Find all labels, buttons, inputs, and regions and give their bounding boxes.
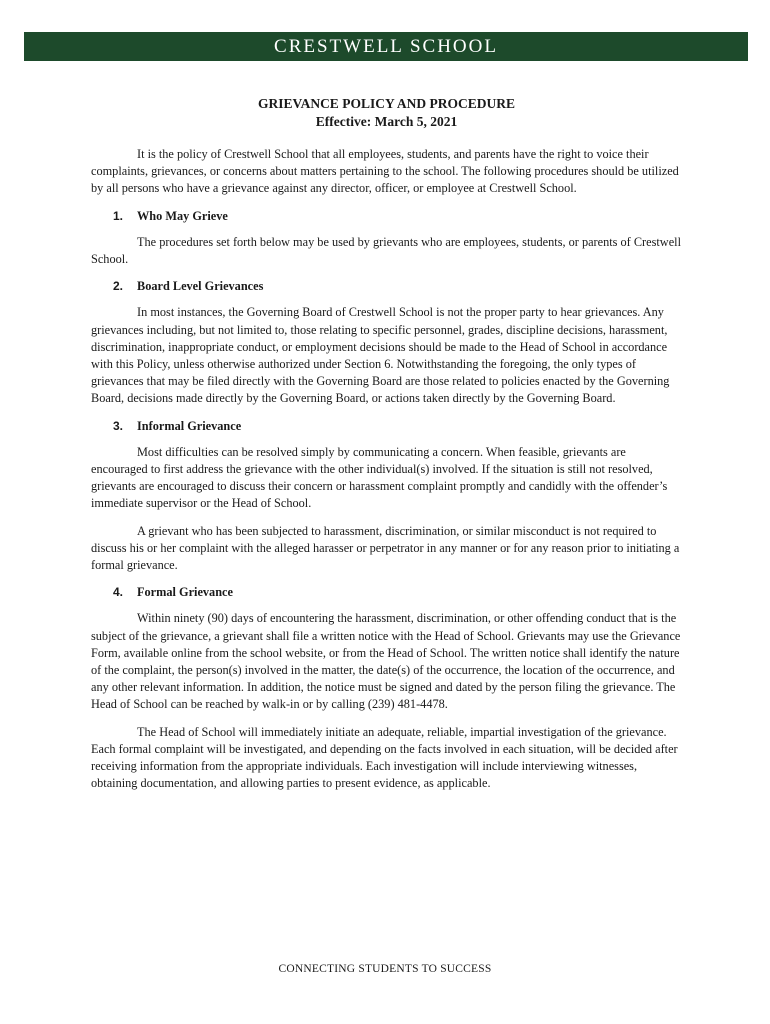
section-title: Board Level Grievances: [137, 279, 264, 294]
section-paragraph: The procedures set forth below may be used by grievants who are employees, students, or parents of Crestwell School.: [91, 234, 681, 267]
section-number: 3.: [113, 418, 124, 433]
section-paragraph: Within ninety (90) days of encountering the harassment, discrimination, or other offending conduct that is the subject of the grievance, a grievant shall file a written notice with the Head of School. Grievants may use the Grievance Form, available online from the school website, or from the Head of School. The written notice shall identify the nature of the complaint, the person(s) involved in the matter, the date(s) of the occurrence, the location of the occurrence, and any other relevant information. In addition, the notice must be signed and dated by the person filing the grievance. The Head of School can be reached by walk-in or by calling (239) 481-4478.: [91, 611, 681, 712]
section-title: Formal Grievance: [137, 585, 233, 600]
section-title: Who May Grieve: [137, 208, 228, 223]
section-heading: [91, 418, 682, 435]
section-paragraph: A grievant who has been subjected to harassment, discrimination, or similar misconduct is not required to discuss his or her complaint with the alleged harasser or perpetrator in any manner or for any reason prior to initiating a formal grievance.: [91, 523, 680, 573]
section-number: 4.: [113, 585, 124, 600]
section-heading: [91, 278, 682, 295]
document-title: GRIEVANCE POLICY AND PROCEDURE: [258, 96, 515, 111]
intro-paragraph: It is the policy of Crestwell School that all employees, students, and parents have the right to voice their complaints, grievances, or concerns about matters pertaining to the school. The following procedures should be utilized by all persons who have a grievance against any director, officer, or employee at Crestwell School.: [91, 147, 679, 196]
section-number: 1.: [113, 208, 124, 223]
section-heading: [91, 584, 682, 601]
section-heading: [91, 208, 682, 225]
section-number: 2.: [113, 279, 124, 294]
effective-date: Effective: March 5, 2021: [315, 114, 458, 129]
section-paragraph: Most difficulties can be resolved simply by communicating a concern. When feasible, grievants are encouraged to first address the grievance with the other individual(s) involved. If the situation is still not resolved, grievants are encouraged to discuss their concern or harassment complaint promptly and candidly with the offender’s immediate supervisor or the Head of School.: [91, 444, 668, 511]
footer-tagline: CONNECTING STUDENTS TO SUCCESS: [278, 963, 492, 975]
section-title: Informal Grievance: [137, 418, 242, 433]
document-body: [91, 95, 682, 793]
school-name-banner: CRESTWELL SCHOOL: [24, 32, 748, 61]
section-paragraph: In most instances, the Governing Board of Crestwell School is not the proper party to hear grievances. Any grievances including, but not limited to, those relating to specific personnel, grades, discipline decisions, harassment, discrimination, inappropriate conduct, or employment decisions should be made to the Head of School in accordance with this Policy, unless otherwise authorized under Section 6. Notwithstanding the foregoing, the only types of grievances that may be filed directly with the Governing Board are those related to policies enacted by the Governing Board, decisions made directly by the Governing Board, or actions taken directly by the Governing Board.: [91, 305, 670, 406]
section-paragraph: The Head of School will immediately initiate an adequate, reliable, impartial investigation of the grievance. Each formal complaint will be investigated, and depending on the facts involved in each situation, will be decided after receiving information from the appropriate individuals. Each investigation will include interviewing witnesses, obtaining documentation, and allowing parties to present evidence, as applicable.: [91, 724, 678, 791]
